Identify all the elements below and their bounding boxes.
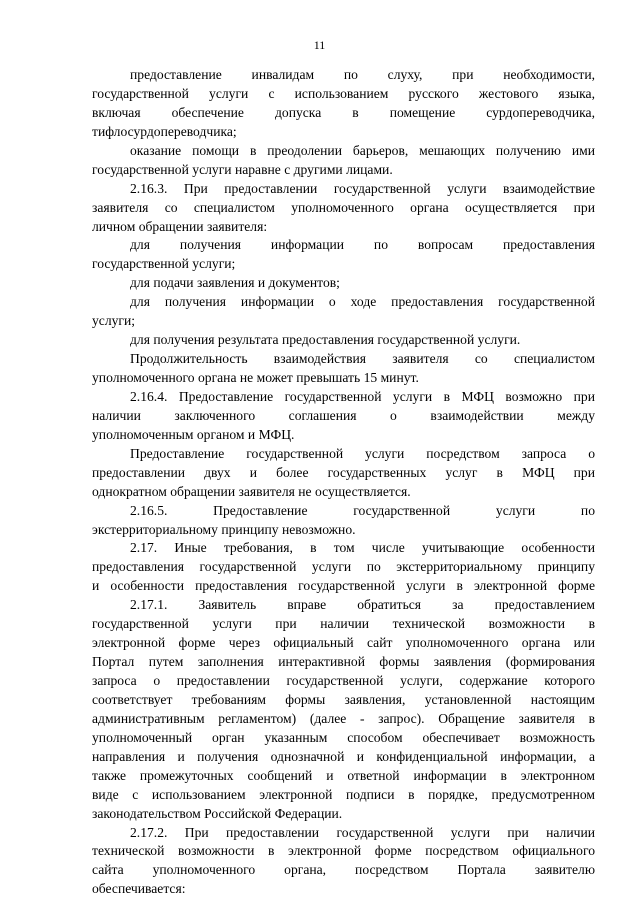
text-line: государственной услуги при наличии технической возможности в <box>92 616 595 632</box>
text-line: 2.16.5. Предоставление государственной услуги по <box>130 502 595 518</box>
text-line: для получения результата предоставления государственной услуги. <box>130 332 521 348</box>
text-line: 2.17. Иные требования, в том числе учитывающие особенности <box>130 540 595 556</box>
text-line: государственной услуги наравне с другими лицами. <box>92 161 393 177</box>
text-line: для получения информации по вопросам предоставления <box>130 237 595 253</box>
text-line: направления и получения однозначной и конфиденциальной информации, а <box>92 748 595 764</box>
text-line: предоставления государственной услуги по экстерриториальному принципу <box>92 559 595 575</box>
text-line: уполномоченным органом и МФЦ. <box>92 426 295 442</box>
text-line: включая обеспечение допуска в помещение сурдопереводчика, <box>92 104 595 120</box>
text-line: личном обращении заявителя: <box>92 218 268 234</box>
text-line: государственной услуги с использованием русского жестового языка, <box>92 85 595 101</box>
text-line: обеспечивается: <box>92 881 186 897</box>
text-line: технической возможности в электронной форме посредством официального <box>92 843 595 859</box>
text-line: Портал путем заполнения интерактивной формы заявления (формирования <box>92 654 595 670</box>
text-line: 2.17.2. При предоставлении государственной услуги при наличии <box>130 824 595 840</box>
text-line: виде с использованием электронной подписи в порядке, предусмотренном <box>92 786 595 802</box>
text-line: административным регламентом) (далее - запрос). Обращение заявителя в <box>92 710 595 726</box>
text-line: предоставление инвалидам по слуху, при необходимости, <box>130 67 595 82</box>
text-line: заявителя со специалистом уполномоченного органа осуществляется при <box>92 199 595 215</box>
text-line: для подачи заявления и документов; <box>130 275 340 291</box>
text-line: сайта уполномоченного органа, посредством Портала заявителю <box>92 862 595 878</box>
text-line: электронной форме через официальный сайт уполномоченного органа или <box>92 635 595 651</box>
text-line: уполномоченный орган указанным способом обеспечивает возможность <box>92 729 595 745</box>
text-line: 2.16.3. При предоставлении государственной услуги взаимодействие <box>130 180 595 196</box>
text-line: для получения информации о ходе предоставления государственной <box>130 294 595 310</box>
text-line: уполномоченного органа не может превышать 15 минут. <box>92 370 419 385</box>
text-line: тифлосурдопереводчика; <box>92 123 237 139</box>
page-number: 11 <box>313 38 326 52</box>
text-line: и особенности предоставления государственной услуги в электронной форме <box>92 578 595 594</box>
text-line: соответствует требованиям формы заявления, установленной настоящим <box>92 691 595 707</box>
text-line: наличии заключенного соглашения о взаимодействии между <box>92 407 595 423</box>
text-line: однократном обращении заявителя не осуществляется. <box>92 483 411 499</box>
text-line: Продолжительность взаимодействия заявителя со специалистом <box>130 351 595 367</box>
document-body <box>92 66 595 899</box>
text-line: 2.17.1. Заявитель вправе обратиться за предоставлением <box>130 597 595 613</box>
text-line: запроса о предоставлении государственной услуги, содержание которого <box>92 673 595 688</box>
text-line: оказание помощи в преодолении барьеров, мешающих получению ими <box>130 142 595 158</box>
text-line: законодательством Российской Федерации. <box>92 805 343 821</box>
text-line: услуги; <box>92 313 136 329</box>
text-line: государственной услуги; <box>92 256 236 272</box>
text-line: Предоставление государственной услуги посредством запроса о <box>130 445 595 461</box>
text-line: 2.16.4. Предоставление государственной услуги в МФЦ возможно при <box>130 388 595 404</box>
text-line: предоставлении двух и более государственных услуг в МФЦ при <box>92 464 595 480</box>
text-line: также промежуточных сообщений и ответной информации в электронном <box>92 767 595 783</box>
text-line: экстерриториальному принципу невозможно. <box>92 521 356 537</box>
